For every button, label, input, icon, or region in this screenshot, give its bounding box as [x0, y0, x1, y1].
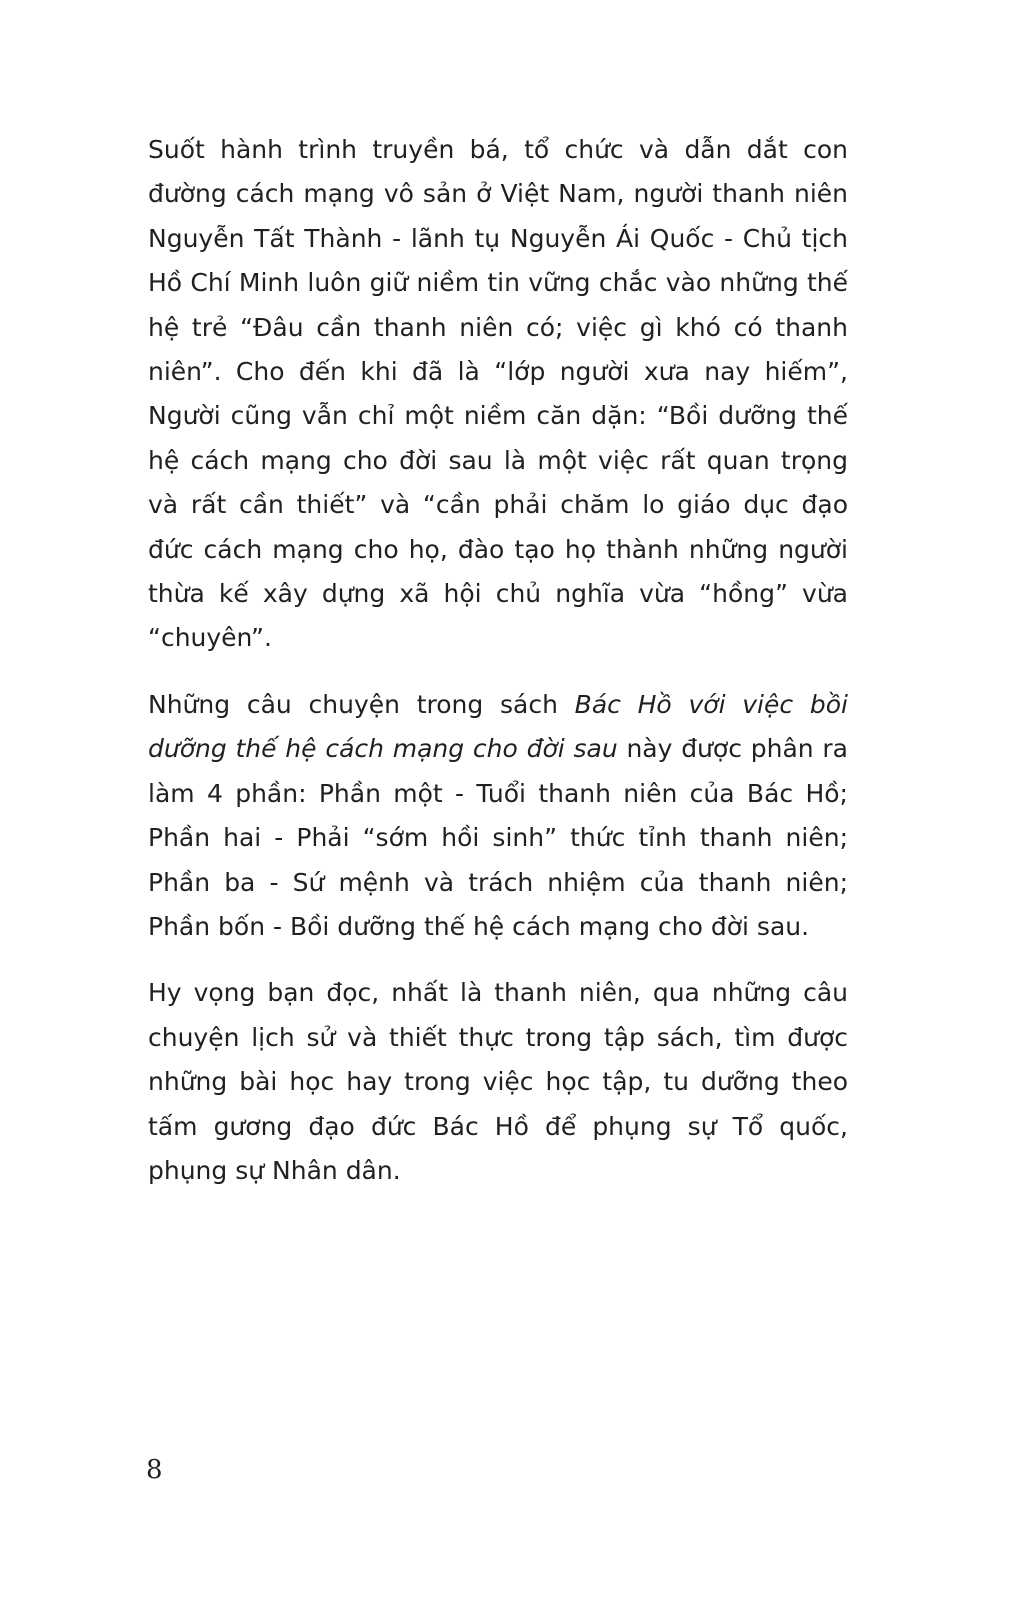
page-number: 8	[146, 1455, 163, 1485]
paragraph-3: Hy vọng bạn đọc, nhất là thanh niên, qua những câu chuyện lịch sử và thiết thực trong tập sách, tìm được những bài học hay trong việc học tập, tu dưỡng theo tấm gương đạo đức Bác Hồ để phụng sự Tổ quốc, phụng sự Nhân dân.	[148, 978, 848, 1185]
book-title: Bác Hồ với việc bồi dưỡng thế hệ cách mạng cho đời sau	[148, 689, 848, 764]
paragraph-1: Suốt hành trình truyền bá, tổ chức và dẫn dắt con đường cách mạng vô sản ở Việt Nam, người thanh niên Nguyễn Tất Thành - lãnh tụ Nguyễn Ái Quốc - Chủ tịch Hồ Chí Minh luôn giữ niềm tin vững chắc vào những thế hệ trẻ “Đâu cần thanh niên có; việc gì khó có thanh niên”. Cho đến khi đã là “lớp người xưa nay hiếm”, Người cũng vẫn chỉ một niềm căn dặn: “Bồi dưỡng thế hệ cách mạng cho đời sau là một việc rất quan trọng và rất cần thiết” và “cần phải chăm lo giáo dục đạo đức cách mạng cho họ, đào tạo họ thành những người thừa kế xây dựng xã hội chủ nghĩa vừa “hồng” vừa “chuyên”.	[148, 135, 848, 653]
paragraph-2-text-before: Những câu chuyện trong sách	[148, 689, 575, 719]
paragraph-2	[148, 683, 848, 949]
paragraph-2-text-after: này được phân ra làm 4 phần: Phần một - Tuổi thanh niên của Bác Hồ; Phần hai - Phải “sớm hồi sinh” thức tỉnh thanh niên; Phần ba - Sứ mệnh và trách nhiệm của thanh niên; Phần bốn - Bồi dưỡng thế hệ cách mạng cho đời sau.	[148, 734, 848, 941]
body-text	[148, 128, 848, 1215]
